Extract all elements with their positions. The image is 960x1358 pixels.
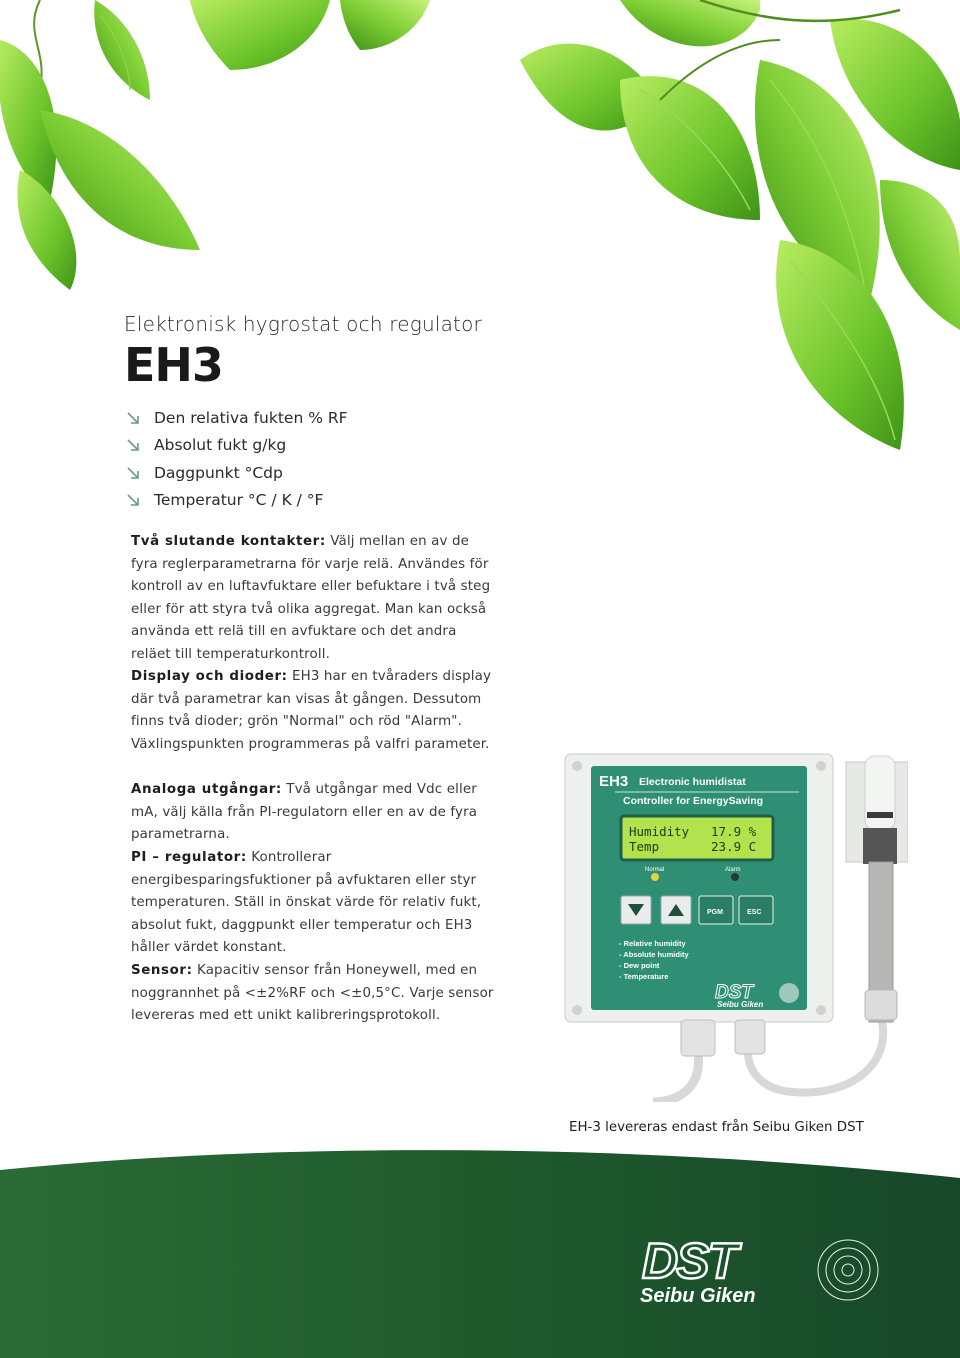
arrow-down-right-icon xyxy=(126,438,140,452)
lcd-row1-value: 17.9 % xyxy=(711,824,757,839)
dst-logo xyxy=(638,1234,880,1310)
section-heading: Sensor: xyxy=(131,963,193,978)
led-alarm-icon xyxy=(731,873,739,881)
led-normal-icon xyxy=(651,873,659,881)
section-heading: Två slutande kontakter: xyxy=(131,534,326,549)
page-title: EH3 xyxy=(124,338,223,392)
arrow-down-right-icon xyxy=(126,411,140,425)
device-model: EH3 xyxy=(599,773,629,790)
lcd-row2-label: Temp xyxy=(629,839,660,854)
feature-line: - Relative humidity xyxy=(619,939,686,948)
feature-line: - Dew point xyxy=(619,961,660,970)
pgm-label: PGM xyxy=(707,909,723,916)
section-heading: Analoga utgångar: xyxy=(131,782,282,797)
device-brand-sub: Seibu Giken xyxy=(717,1000,764,1009)
section-text: Två utgångar med Vdc eller mA, välj källa från PI-regulatorn eller en av de fyra parametrarna. xyxy=(131,782,478,843)
list-item-label: Daggpunkt °Cdp xyxy=(154,463,283,482)
arrow-down-right-icon xyxy=(126,493,140,507)
list-item xyxy=(126,487,348,515)
list-item-label: Den relativa fukten % RF xyxy=(154,408,348,427)
section-text: Kontrollerar energibesparingsfuktioner på avfuktaren eller styr temperaturen. Ställ in önskat värde för relativ fukt, absolut fukt, daggpunkt eller temperatur och EH3 håller värdet konstant. xyxy=(131,850,482,956)
list-item-label: Absolut fukt g/kg xyxy=(154,436,287,455)
section-heading: Display och dioder: xyxy=(131,669,288,684)
footer-logo-main: DST xyxy=(642,1234,736,1289)
device-photo xyxy=(563,752,908,1102)
list-item xyxy=(126,432,348,460)
lcd-row2-value: 23.9 C xyxy=(711,839,757,854)
section-text: Kapacitiv sensor från Honeywell, med en noggrannhet på <±2%RF och <±0,5°C. Varje sensor levereras med ett unikt kalibreringsprotokoll. xyxy=(131,963,494,1024)
device-line2: Controller for EnergySaving xyxy=(623,795,764,807)
list-item-label: Temperatur °C / K / °F xyxy=(154,491,324,510)
page-subtitle: Elektronisk hygrostat och regulator xyxy=(124,312,482,336)
leaf-decoration xyxy=(0,0,960,470)
section-analog xyxy=(131,779,497,847)
section-heading: PI – regulator: xyxy=(131,850,247,865)
section-pi xyxy=(131,847,497,960)
image-caption: EH-3 levereras endast från Seibu Giken DST xyxy=(569,1120,864,1135)
section-text: EH3 har en tvåraders display där två parametrar kan visas åt gången. Dessutom finns två dioder; grön "Normal" och röd "Alarm". Växlingspunkten programmeras på valfri parameter. xyxy=(131,669,492,752)
section-text: Välj mellan en av de fyra reglerparametrarna för varje relä. Användes för kontroll av en luftavfuktare eller befuktare i två steg eller för att styra två olika aggregat. Man kan också använda ett relä till en avfuktare och det andra reläet till temperaturkontroll. xyxy=(131,534,491,662)
esc-label: ESC xyxy=(747,909,762,916)
section-sensor xyxy=(131,960,497,1028)
device-brand: DST xyxy=(715,982,753,1003)
section-display xyxy=(131,666,497,756)
arrow-down-right-icon xyxy=(126,466,140,480)
led-alarm-label: Alarm xyxy=(725,867,741,873)
list-item xyxy=(126,404,348,432)
lcd-row1-label: Humidity xyxy=(629,824,690,839)
list-item xyxy=(126,459,348,487)
section-contacts xyxy=(131,531,497,667)
led-normal-label: Normal xyxy=(645,867,665,873)
feature-line: - Absolute humidity xyxy=(619,950,689,959)
device-line1: Electronic humidistat xyxy=(639,776,746,788)
footer-logo-sub: Seibu Giken xyxy=(640,1285,756,1307)
feature-line: - Temperature xyxy=(619,972,669,981)
feature-list xyxy=(126,404,348,514)
